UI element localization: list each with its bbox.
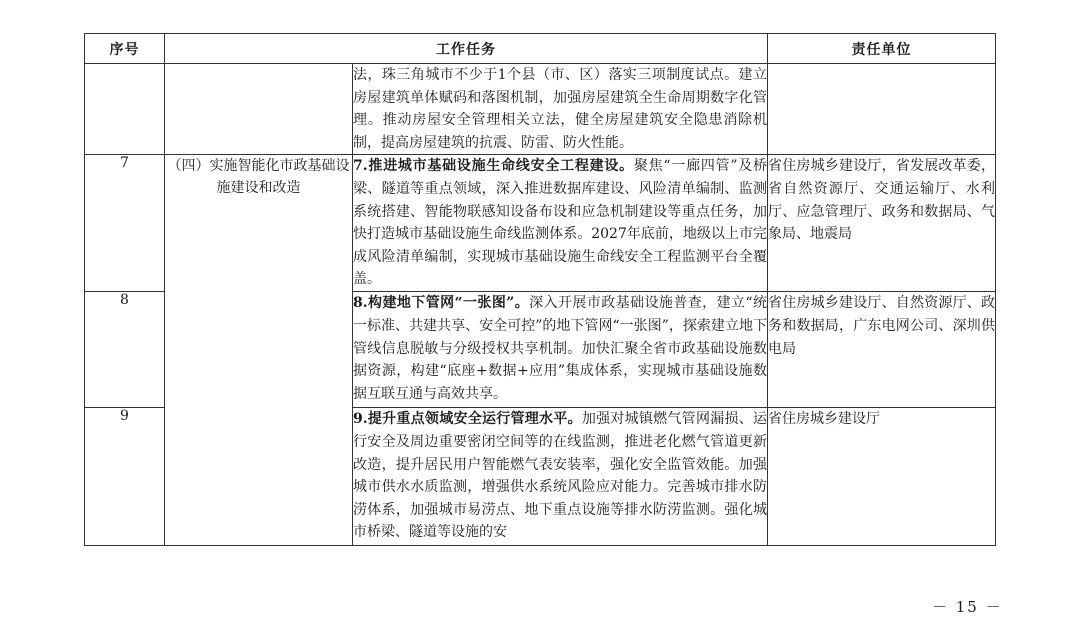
task-table xyxy=(84,33,996,546)
table-header-row xyxy=(85,34,996,64)
table-row-continuation xyxy=(85,64,996,155)
unit-cell: 省住房城乡建设厅、自然资源厅、政务和数据局，广东电网公司、深圳供电局 xyxy=(768,292,996,408)
continuation-category-cell xyxy=(165,64,353,155)
header-index: 序号 xyxy=(85,34,165,64)
task-cell xyxy=(353,292,768,408)
continuation-index-cell xyxy=(85,64,165,155)
page-number: － 15 － xyxy=(932,598,1003,616)
task-body: 加强对城镇燃气管网漏损、运行安全及周边重要密闭空间等的在线监测，推进老化燃气管道更新改造，提升居民用户智能燃气表安装率，强化安全监管效能。加强城市供水水质监测，增强供水系统风险应对能力。完善城市排水防涝体系，加强城市易涝点、地下重点设施等排水防涝监测。强化城市桥梁、隧道等设施的安 xyxy=(353,411,768,541)
row-index: 7 xyxy=(85,155,165,292)
header-unit: 责任单位 xyxy=(768,34,996,64)
row-index: 9 xyxy=(85,408,165,546)
task-body: 深入开展市政基础设施普查，建立“统一标准、共建共享、安全可控”的地下管网“一张图”，探索建立地下管线信息脱敏与分级授权共享机制。加快汇聚全省市政基础设施数据资源，构建“底座+数据+应用”集成体系，实现城市基础设施数据互联互通与高效共享。 xyxy=(353,295,767,402)
task-title: 8.构建地下管网“一张图”。 xyxy=(353,295,530,312)
table-row-7 xyxy=(85,155,996,292)
category-cell: （四）实施智能化市政基础设施建设和改造 xyxy=(165,155,353,546)
task-cell xyxy=(353,155,768,292)
unit-cell: 省住房城乡建设厅，省发展改革委，省自然资源厅、交通运输厅、水利厅、应急管理厅、政务和数据局、气象局、地震局 xyxy=(768,155,996,292)
continuation-task-cell: 法，珠三角城市不少于1个县（市、区）落实三项制度试点。建立房屋建筑单体赋码和落图机制，加强房屋建筑全生命周期数字化管理。推动房屋安全管理相关立法，健全房屋建筑安全隐患消除机制，提高房屋建筑的抗震、防雷、防火性能。 xyxy=(353,64,768,155)
task-title: 9.提升重点领域安全运行管理水平。 xyxy=(353,411,582,428)
unit-cell: 省住房城乡建设厅 xyxy=(768,408,996,546)
task-cell xyxy=(353,408,768,546)
continuation-unit-cell xyxy=(768,64,996,155)
task-body: 聚焦“一廊四管”及桥梁、隧道等重点领域，深入推进数据库建设、风险清单编制、监测系统搭建、智能物联感知设备布设和应急机制建设等重点任务，加快打造城市基础设施生命线监测体系。2027年底前，地级以上市完成风险清单编制，实现城市基础设施生命线安全工程监测平台全覆盖。 xyxy=(353,158,767,288)
header-task: 工作任务 xyxy=(165,34,768,64)
task-title: 7.推进城市基础设施生命线安全工程建设。 xyxy=(353,158,634,175)
row-index: 8 xyxy=(85,292,165,408)
